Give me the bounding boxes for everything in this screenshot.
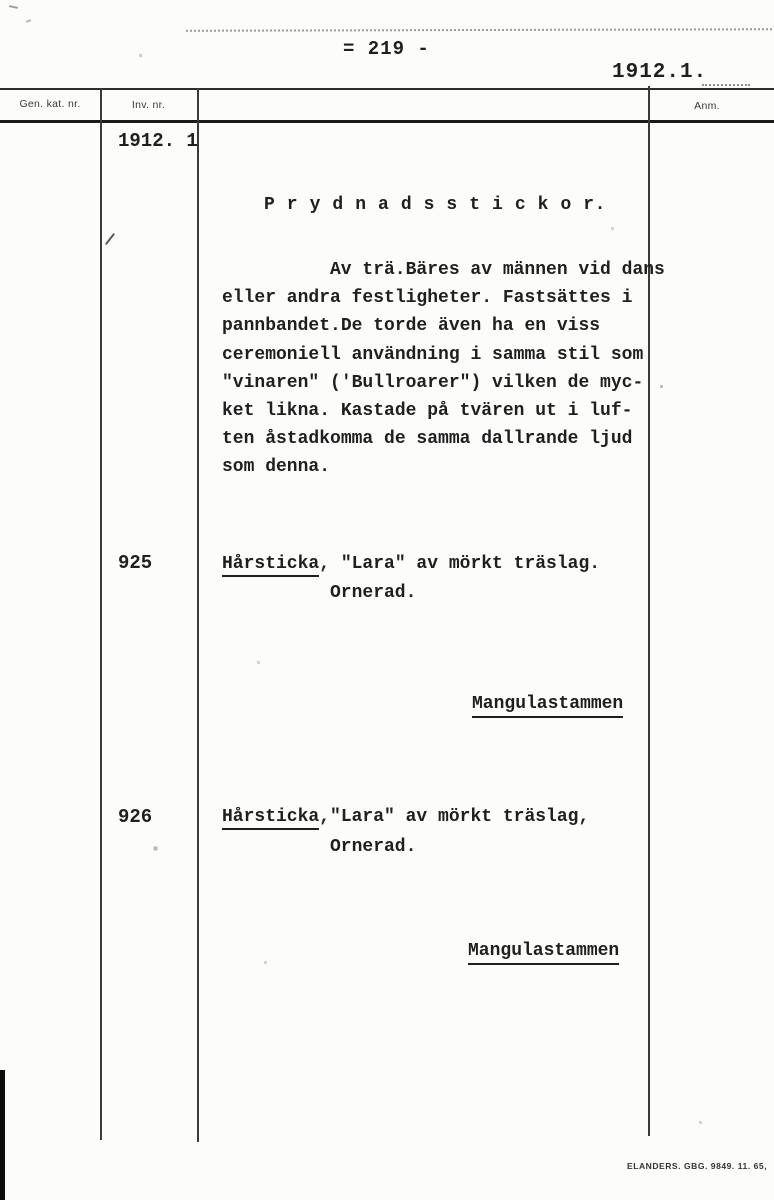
- entry-inventory-number: 925: [118, 552, 153, 574]
- entry-object-name: Hårsticka: [222, 554, 319, 577]
- page-number: = 219 -: [343, 38, 430, 60]
- entry-attribution: Mangulastammen: [468, 941, 619, 965]
- year-reference: 1912.1.: [612, 61, 708, 84]
- paragraph-line: eller andra festligheter. Fastsättes i: [222, 288, 633, 309]
- inventory-group-number: 1912. 1: [118, 130, 198, 152]
- entry-detail: Ornerad.: [330, 837, 417, 857]
- column-divider-3: [648, 86, 650, 1136]
- description-paragraph: [222, 256, 665, 482]
- entry-inventory-number: 926: [118, 806, 153, 828]
- paragraph-line: som denna.: [222, 457, 331, 478]
- entry-description: ,"Lara" av mörkt träslag,: [319, 807, 590, 827]
- paragraph-line: ceremoniell användning i samma stil som: [222, 344, 644, 365]
- scan-speckles: [0, 0, 1, 1]
- scan-dotted-mark: [702, 84, 750, 86]
- scan-noise-line: [186, 28, 772, 32]
- paragraph-line: pannbandet.De torde även ha en viss: [222, 316, 601, 337]
- entry-description: , "Lara" av mörkt träslag.: [319, 554, 601, 574]
- entry-title-line: [222, 554, 600, 574]
- column-header-gen-kat-nr: Gen. kat. nr.: [19, 98, 81, 110]
- paragraph-line: ket likna. Kastade på tvären ut i luf-: [222, 401, 633, 422]
- section-title: P r y d n a d s s t i c k o r.: [264, 195, 607, 215]
- column-header-anm: Anm.: [694, 100, 720, 112]
- column-divider-1: [100, 88, 102, 1140]
- paragraph-line: ten åstadkomma de samma dallrande ljud: [222, 429, 633, 450]
- pen-slash-mark: [105, 233, 115, 245]
- header-bottom-rule: [0, 120, 774, 123]
- header-top-rule: [0, 88, 774, 90]
- scan-speck: [9, 5, 18, 9]
- column-header-inv-nr: Inv. nr.: [131, 99, 166, 111]
- entry-object-name: Hårsticka: [222, 807, 319, 830]
- entry-attribution: Mangulastammen: [472, 694, 623, 718]
- scan-edge-shadow: [0, 1070, 5, 1200]
- entry-detail: Ornerad.: [330, 583, 417, 603]
- scan-speck: [26, 19, 31, 23]
- printer-mark: ELANDERS. GBG. 9849. 11. 65,: [627, 1161, 768, 1171]
- entry-title-line: [222, 807, 589, 827]
- paragraph-line: "vinaren" ('Bullroarer") vilken de myc-: [222, 372, 644, 393]
- column-divider-2: [197, 88, 199, 1142]
- paragraph-line: Av trä.Bäres av männen vid dans: [330, 260, 665, 280]
